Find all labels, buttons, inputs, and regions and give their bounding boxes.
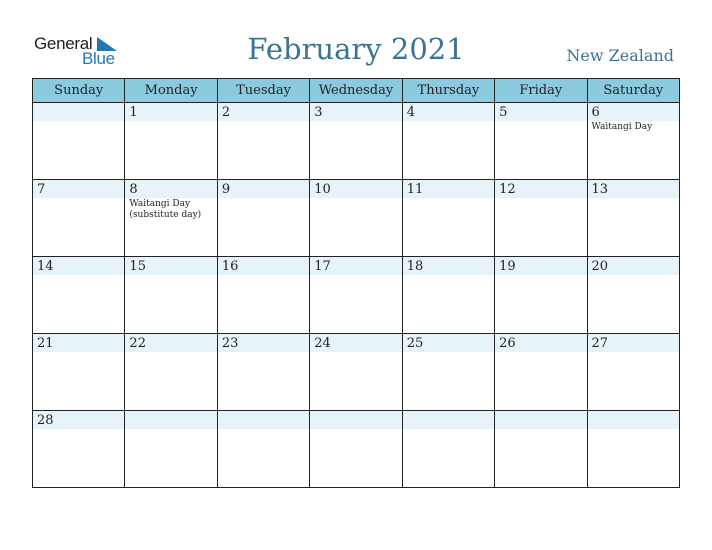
day-band: [588, 411, 679, 429]
weekday-header-row: [33, 79, 680, 103]
day-cell: [495, 257, 587, 334]
day-cell: [587, 334, 679, 411]
day-number: 13: [591, 182, 609, 197]
day-number: [125, 411, 216, 413]
day-number: [310, 411, 401, 413]
calendar-grid: [32, 78, 680, 488]
weekday-header: Sunday: [33, 79, 125, 103]
day-cell: [125, 334, 217, 411]
day-band: [125, 411, 216, 429]
day-cell: [587, 180, 679, 257]
day-number: 9: [221, 182, 231, 197]
day-number: 20: [591, 259, 609, 274]
day-number: 8: [129, 182, 138, 197]
day-cell: [217, 334, 309, 411]
day-band: [310, 411, 401, 429]
logo-text-blue: Blue: [82, 49, 115, 68]
day-cell: [33, 103, 125, 180]
day-number: 10: [314, 182, 331, 197]
country-label: New Zealand: [566, 46, 674, 65]
day-number: 27: [591, 336, 609, 351]
weekday-header: Thursday: [402, 79, 494, 103]
day-cell: [310, 257, 402, 334]
day-cell: [217, 180, 309, 257]
day-cell: [402, 334, 494, 411]
day-cell: [495, 334, 587, 411]
day-number: 22: [129, 336, 146, 351]
day-cell: [495, 411, 587, 488]
week-row: [33, 411, 680, 488]
day-number: 23: [221, 336, 239, 351]
day-cell: [310, 334, 402, 411]
day-cell: [310, 103, 402, 180]
logo-text-general: General: [34, 34, 93, 53]
day-cell: [33, 180, 125, 257]
day-number: 11: [406, 182, 424, 197]
day-band: [495, 411, 586, 429]
day-number: 2: [221, 105, 231, 120]
day-cell: [217, 257, 309, 334]
day-cell: [310, 411, 402, 488]
day-number: [218, 411, 309, 413]
day-cell: [587, 103, 679, 180]
day-number: 26: [499, 336, 516, 351]
holiday-label: Waitangi Day (substitute day): [129, 199, 202, 220]
day-cell: [587, 257, 679, 334]
day-cell: [587, 411, 679, 488]
day-cell: [33, 411, 125, 488]
day-number: 25: [406, 336, 424, 351]
day-band: [33, 103, 124, 121]
day-number: [588, 411, 679, 413]
holiday-label: Waitangi Day: [591, 122, 653, 132]
weekday-header: Wednesday: [310, 79, 402, 103]
day-cell: [125, 180, 217, 257]
day-number: 6: [591, 105, 600, 120]
day-number: 18: [406, 259, 424, 274]
day-number: 12: [499, 182, 516, 197]
day-number: 3: [314, 105, 323, 120]
weekday-header: Friday: [495, 79, 587, 103]
day-number: [33, 103, 124, 105]
day-number: 7: [37, 182, 46, 197]
weekday-header: Saturday: [587, 79, 679, 103]
day-cell: [217, 411, 309, 488]
day-cell: [495, 103, 587, 180]
day-number: 28: [37, 413, 54, 428]
day-cell: [402, 411, 494, 488]
day-cell: [495, 180, 587, 257]
weekday-header: Monday: [125, 79, 217, 103]
day-cell: [33, 257, 125, 334]
day-number: 14: [37, 259, 54, 274]
day-cell: [125, 411, 217, 488]
day-number: 16: [221, 259, 239, 274]
day-number: 5: [499, 105, 508, 120]
week-row: [33, 180, 680, 257]
week-row: [33, 334, 680, 411]
day-number: 1: [129, 105, 138, 120]
day-cell: [125, 103, 217, 180]
day-number: 4: [406, 105, 415, 120]
day-number: 19: [499, 259, 516, 274]
day-number: [495, 411, 586, 413]
week-row: [33, 103, 680, 180]
calendar-title: February 2021: [247, 32, 465, 66]
day-band: [218, 411, 309, 429]
weekday-header: Tuesday: [217, 79, 309, 103]
day-cell: [125, 257, 217, 334]
day-number: [403, 411, 494, 413]
day-number: 24: [314, 336, 331, 351]
day-cell: [402, 103, 494, 180]
week-row: [33, 257, 680, 334]
day-cell: [402, 180, 494, 257]
day-cell: [33, 334, 125, 411]
day-band: [403, 411, 494, 429]
day-cell: [217, 103, 309, 180]
day-number: 15: [129, 259, 146, 274]
day-cell: [402, 257, 494, 334]
day-number: 17: [314, 259, 331, 274]
day-cell: [310, 180, 402, 257]
day-number: 21: [37, 336, 54, 351]
